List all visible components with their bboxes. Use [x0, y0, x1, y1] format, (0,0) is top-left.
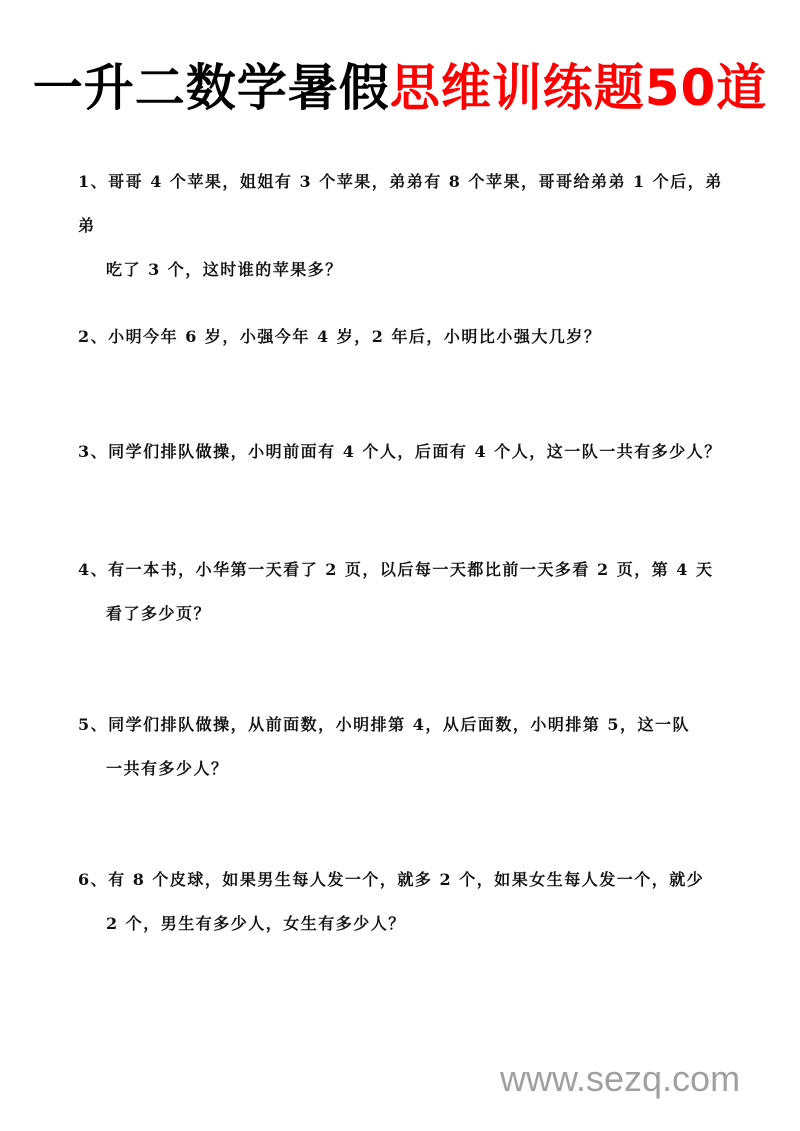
- title-red-part: 思维训练题50道: [389, 59, 768, 117]
- question-text-line1: 有一本书，小华第一天看了 2 页，以后每一天都比前一天多看 2 页，第 4 天: [108, 560, 714, 579]
- question-text-line2: 吃了 3 个，这时谁的苹果多？: [106, 260, 343, 279]
- question-number: 6、: [78, 870, 109, 889]
- question-4: [78, 548, 738, 636]
- question-number: 2、: [78, 327, 109, 346]
- question-text-line1: 小明今年 6 岁，小强今年 4 岁，2 年后，小明比小强大几岁？: [108, 327, 602, 346]
- question-text-line2: 一共有多少人？: [106, 759, 229, 778]
- question-1: [78, 160, 738, 292]
- question-6: [78, 858, 738, 946]
- question-text-line1: 哥哥 4 个苹果，姐姐有 3 个苹果，弟弟有 8 个苹果，哥哥给弟弟 1 个后，弟弟: [78, 172, 723, 235]
- question-text-line2: 看了多少页？: [106, 604, 212, 623]
- question-3: [78, 430, 738, 474]
- question-number: 5、: [78, 715, 109, 734]
- title-black-part: 一升二数学暑假: [32, 59, 390, 117]
- question-2: [78, 315, 738, 359]
- watermark: www.sezq.com: [500, 1058, 741, 1099]
- question-number: 1、: [78, 172, 109, 191]
- question-text-line2: 2 个，男生有多少人，女生有多少人？: [106, 914, 406, 933]
- question-number: 3、: [78, 442, 109, 461]
- question-text-line1: 同学们排队做操，从前面数，小明排第 4，从后面数，小明排第 5，这一队: [108, 715, 691, 734]
- question-number: 4、: [78, 560, 109, 579]
- question-text-line1: 同学们排队做操，小明前面有 4 个人，后面有 4 个人，这一队一共有多少人？: [108, 442, 722, 461]
- question-5: [78, 703, 738, 791]
- page-title: [0, 58, 800, 118]
- question-text-line1: 有 8 个皮球，如果男生每人发一个，就多 2 个，如果女生每人发一个，就少: [108, 870, 705, 889]
